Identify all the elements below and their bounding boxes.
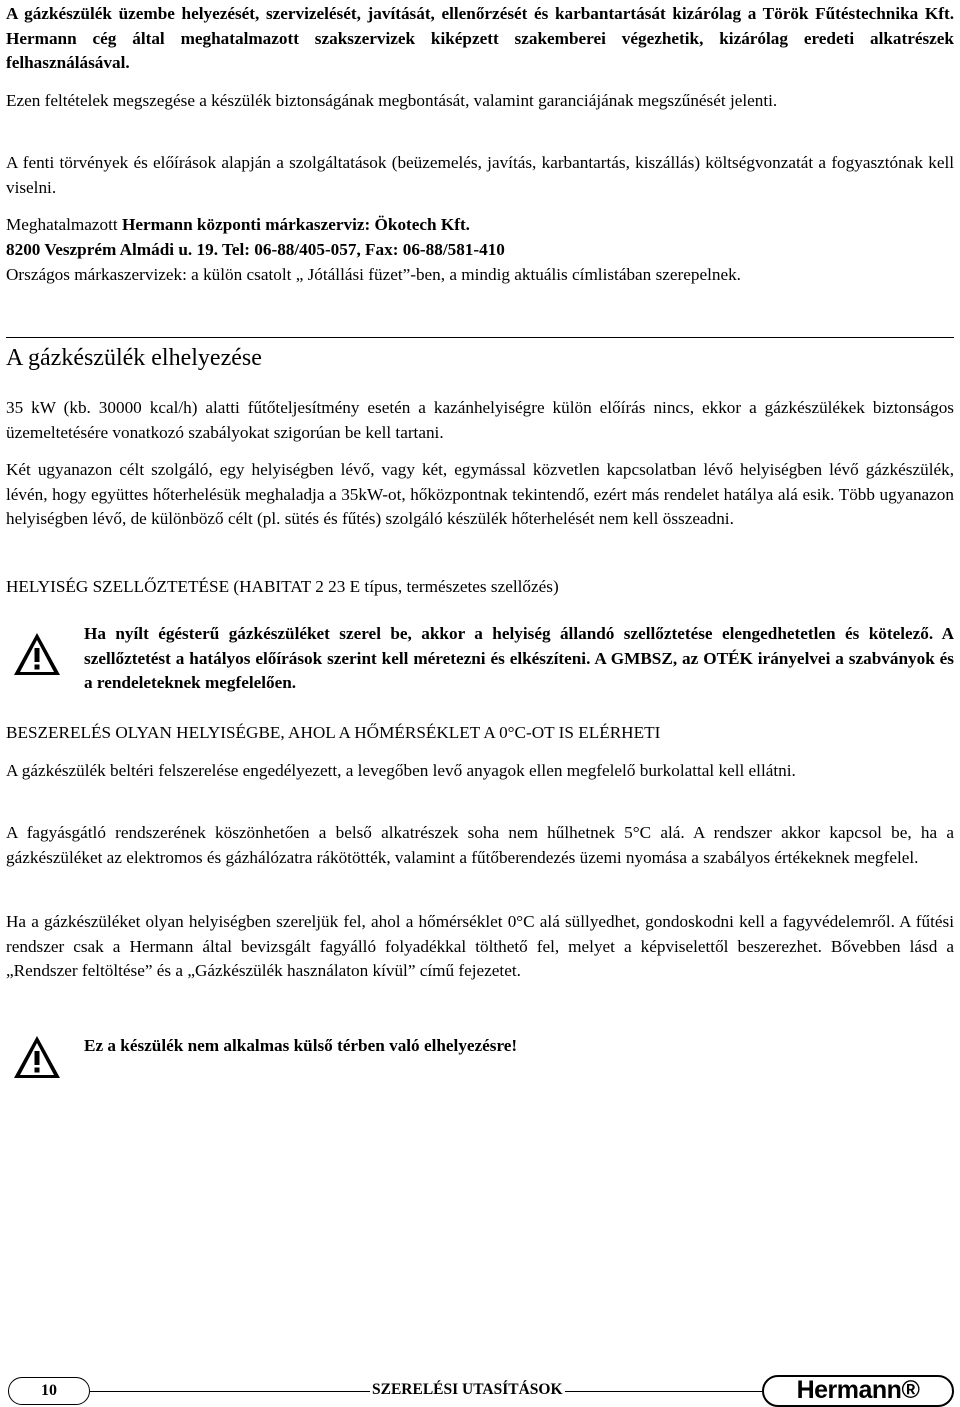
footer-title: SZERELÉSI UTASÍTÁSOK bbox=[370, 1379, 565, 1401]
ventilation-heading: HELYISÉG SZELLŐZTETÉSE (HABITAT 2 23 E típus, természetes szellőzés) bbox=[6, 577, 559, 596]
warning-triangle-icon bbox=[12, 1034, 62, 1080]
intro-national-services: Országos márkaszervizek: a külön csatolt „ Jótállási füzet”-ben, a mindig aktuális címlistában szerepelnek. bbox=[6, 265, 741, 284]
intro-authorized-service bbox=[6, 213, 954, 238]
section-paragraph-antifreeze: A fagyásgátló rendszerének köszönhetően a belső alkatrészek soha nem hűlhetnek 5°C alá. A rendszer akkor kapcsol be, ha a gázkészüléket az elektromos és gázhálózatra rákötötték, valamint a fűtőberendezés üzemi nyomása a szabályos értékeknek megfelel. bbox=[6, 823, 954, 867]
section-divider bbox=[6, 337, 954, 338]
intro-paragraph-costs: A fenti törvények és előírások alapján a szolgáltatások (beüzemelés, javítás, karbantartás, kiszállás) költségvonzatát a fogyasztónak kell viselni. bbox=[6, 153, 954, 197]
outdoor-warning-text: Ez a készülék nem alkalmas külső térben való elhelyezésre! bbox=[84, 1036, 518, 1055]
page-footer bbox=[0, 1372, 960, 1407]
intro-paragraph-warranty: Ezen feltételek megszegése a készülék biztonságának megbontását, valamint garanciájának megszűnését jelenti. bbox=[6, 91, 778, 110]
section-paragraph-power: 35 kW (kb. 30000 kcal/h) alatti fűtőteljesítmény esetén a kazánhelyiségre külön előírás nincs, ekkor a gázkészülékek biztonságos üzemeltetésére vonatkozó szabályokat szigorúan be kell tartani. bbox=[6, 398, 954, 442]
warning-triangle-icon bbox=[12, 631, 62, 677]
intro-contact-line: 8200 Veszprém Almádi u. 19. Tel: 06-88/405-057, Fax: 06-88/581-410 bbox=[6, 240, 505, 259]
authorized-service-prefix: Meghatalmazott bbox=[6, 215, 122, 234]
section-title: A gázkészülék elhelyezése bbox=[6, 345, 262, 371]
section-paragraph-indoor: A gázkészülék beltéri felszerelése engedélyezett, a levegőben levő anyagok ellen megfelelő burkolattal kell ellátni. bbox=[6, 761, 796, 780]
ventilation-warning-text: Ha nyílt égésterű gázkészüléket szerel be, akkor a helyiség állandó szellőztetése elengedhetetlen és kötelező. A szellőztetést a hatályos előírások szerint kell méretezni és elkészíteni. A GMBSZ, az OTÉK irányelvei a szabványok és a rendeleteknek megfelelően. bbox=[84, 624, 954, 693]
page-number: 10 bbox=[8, 1377, 90, 1405]
section-paragraph-heat-center: Két ugyanazon célt szolgáló, egy helyiségben lévő, vagy két, egymással közvetlen kapcsolatban lévő helyiségben lévő gázkészülék, lévén, hogy együttes hőterhelésük meghaladja a 35kW-ot, hőközpontnak tekintendő, ezért más rendelet hatálya alá esik. Több ugyanazon helyiségben lévő, de különböző célt (pl. sütés és fűtés) szolgáló készülék hőterhelését nem kell összeadni. bbox=[6, 460, 954, 529]
authorized-service-name: Hermann központi márkaszerviz: Ökotech Kft. bbox=[121, 215, 470, 234]
install-heading: BESZERELÉS OLYAN HELYISÉGBE, AHOL A HŐMÉRSÉKLET A 0°C-OT IS ELÉRHETI bbox=[6, 723, 661, 742]
hermann-logo: Hermann® bbox=[762, 1375, 954, 1407]
intro-paragraph-service: A gázkészülék üzembe helyezését, szervizelését, javítását, ellenőrzését és karbantartását kizárólag a Török Fűtéstechnika Kft. Hermann cég által meghatalmazott szakszervizek kiképzett szakemberei végezhetik, kizárólag eredeti alkatrészek felhasználásával. bbox=[6, 4, 954, 73]
section-paragraph-frost: Ha a gázkészüléket olyan helyiségben szereljük fel, ahol a hőmérséklet 0°C alá süllyedhet, gondoskodni kell a fagyvédelemről. A fűtési rendszer csak a Hermann által bevizsgált fagyálló folyadékkal tölthető fel, melyet a képviselettől beszerezhet. Bővebben lásd a „Rendszer feltöltése” és a „Gázkészülék használaton kívül” című fejezetet. bbox=[6, 912, 954, 981]
